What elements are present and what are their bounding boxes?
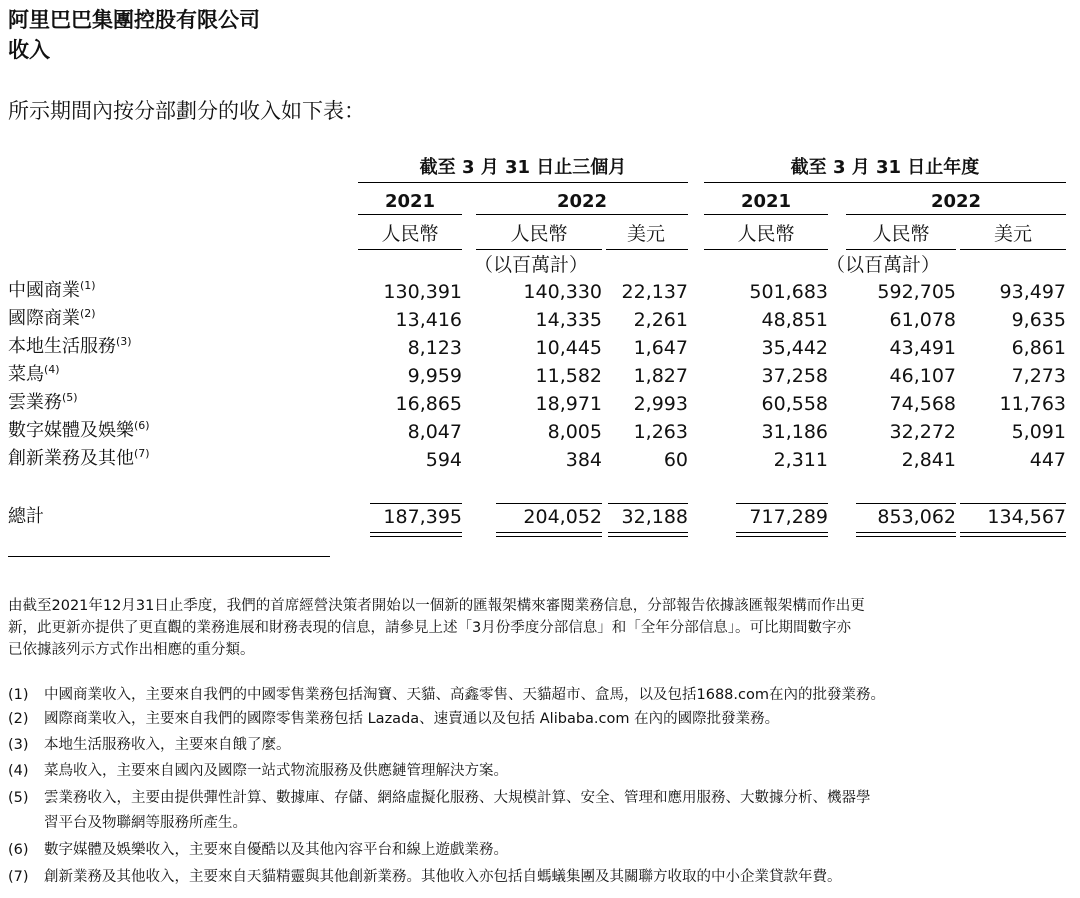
table-cell: 8,047 [407, 421, 462, 443]
row-label [8, 334, 132, 360]
table-cell: 2,993 [633, 393, 688, 415]
table-cell: 1,827 [633, 365, 688, 387]
table-cell: 32,272 [889, 421, 956, 443]
row-label-text: 菜鳥 [8, 364, 44, 385]
table-cell: 384 [565, 449, 602, 471]
table-cell: 60,558 [761, 393, 828, 415]
row-label [8, 306, 96, 332]
footnote-marker: (5) [62, 391, 78, 404]
currency-header: 人民幣 [510, 223, 568, 245]
section-title: 收入 [8, 38, 50, 62]
unit-label: （以百萬計） [826, 254, 941, 276]
table-cell: 14,335 [535, 309, 602, 331]
year-header: 2021 [384, 191, 436, 212]
intro-text: 所示期間內按分部劃分的收入如下表： [8, 99, 365, 123]
table-cell: 1,263 [633, 421, 688, 443]
footnote-number: (1) [8, 687, 29, 703]
company-name: 阿里巴巴集團控股有限公司 [8, 8, 260, 32]
table-cell: 447 [1029, 449, 1066, 471]
total-cell: 204,052 [523, 506, 602, 528]
divider [606, 249, 688, 250]
table-cell: 130,391 [383, 281, 462, 303]
table-cell: 37,258 [761, 365, 828, 387]
currency-header: 人民幣 [872, 223, 930, 245]
currency-header: 人民幣 [381, 223, 439, 245]
total-cell: 134,567 [987, 506, 1066, 528]
divider [608, 532, 688, 533]
divider [496, 532, 602, 533]
footnote-number: (4) [8, 763, 29, 779]
currency-header: 人民幣 [737, 223, 795, 245]
table-cell: 2,841 [901, 449, 956, 471]
table-cell: 140,330 [523, 281, 602, 303]
total-cell: 32,188 [621, 506, 688, 528]
table-cell: 43,491 [889, 337, 956, 359]
table-cell: 16,865 [395, 393, 462, 415]
footnote-number: (3) [8, 737, 29, 753]
divider [476, 249, 602, 250]
footnote-text: 雲業務收入，主要由提供彈性計算、數據庫、存儲、網絡虛擬化服務、大規模計算、安全、管理和應用服務、大數據分析、機器學 [44, 790, 871, 806]
footnote-number: (6) [8, 842, 29, 858]
footnote-text: 數字媒體及娛樂收入，主要來自優酷以及其他內容平台和線上遊戲業務。 [44, 842, 508, 858]
table-cell: 18,971 [535, 393, 602, 415]
divider [736, 532, 828, 533]
footnote-marker: (6) [134, 419, 150, 432]
table-cell: 31,186 [761, 421, 828, 443]
footnote-marker: (1) [80, 279, 96, 292]
divider [960, 536, 1066, 537]
divider [358, 182, 688, 183]
total-cell: 853,062 [877, 506, 956, 528]
row-label [8, 446, 150, 472]
divider [736, 536, 828, 537]
divider [846, 214, 1066, 215]
footnote-text: 國際商業收入，主要來自我們的國際零售業務包括 Lazada、速賣通以及包括 Alibaba.com 在內的國際批發業務。 [44, 711, 780, 727]
table-cell: 22,137 [621, 281, 688, 303]
divider [358, 214, 462, 215]
table-cell: 11,582 [535, 365, 602, 387]
table-cell: 11,763 [999, 393, 1066, 415]
table-cell: 60 [663, 449, 688, 471]
section-divider [8, 556, 330, 557]
row-label [8, 418, 150, 444]
table-cell: 46,107 [889, 365, 956, 387]
divider [704, 182, 1066, 183]
table-cell: 10,445 [535, 337, 602, 359]
table-cell: 8,123 [407, 337, 462, 359]
table-cell: 7,273 [1011, 365, 1066, 387]
divider [496, 536, 602, 537]
period-year-header: 截至 3 月 31 日止年度 [790, 157, 980, 178]
table-cell: 594 [425, 449, 462, 471]
year-header: 2022 [556, 191, 608, 212]
table-cell: 74,568 [889, 393, 956, 415]
table-cell: 592,705 [877, 281, 956, 303]
row-label [8, 278, 96, 304]
row-label-text: 本地生活服務 [8, 336, 116, 357]
footnote-number: (2) [8, 711, 29, 727]
table-cell: 2,261 [633, 309, 688, 331]
table-cell: 6,861 [1011, 337, 1066, 359]
footnote-text: 創新業務及其他收入，主要來自天貓精靈與其他創新業務。其他收入亦包括自螞蟻集團及其關聯方收取的中小企業貸款年費。 [44, 869, 842, 885]
row-label: 總計 [8, 506, 44, 527]
divider [370, 536, 462, 537]
divider [608, 536, 688, 537]
divider [856, 532, 956, 533]
table-cell: 1,647 [633, 337, 688, 359]
footnote-marker: (2) [80, 307, 96, 320]
row-label-text: 中國商業 [8, 280, 80, 301]
table-cell: 48,851 [761, 309, 828, 331]
table-cell: 501,683 [749, 281, 828, 303]
footnote-text: 菜鳥收入，主要來自國內及國際一站式物流服務及供應鏈管理解決方案。 [44, 763, 508, 779]
footnote-marker: (4) [44, 363, 60, 376]
year-header: 2022 [930, 191, 982, 212]
table-cell: 9,959 [407, 365, 462, 387]
footnote-text: 本地生活服務收入，主要來自餓了麼。 [44, 737, 291, 753]
period-quarter-header: 截至 3 月 31 日止三個月 [419, 157, 627, 178]
currency-header: 美元 [993, 223, 1032, 245]
note-line: 已依據該列示方式作出相應的重分類。 [8, 642, 255, 658]
table-cell: 9,635 [1011, 309, 1066, 331]
row-label-text: 雲業務 [8, 392, 62, 413]
divider [704, 249, 828, 250]
divider [960, 249, 1066, 250]
row-label-text: 國際商業 [8, 308, 80, 329]
row-label-text: 數字媒體及娛樂 [8, 420, 134, 441]
footnote-text: 中國商業收入，主要來自我們的中國零售業務包括淘寶、天貓、高鑫零售、天貓超市、盒馬，以及包括1688.com在內的批發業務。 [44, 687, 885, 703]
note-line: 由截至2021年12月31日止季度，我們的首席經營決策者開始以一個新的匯報架構來審閱業務信息，分部報告依據該匯報架構而作出更 [8, 598, 865, 614]
table-cell: 2,311 [773, 449, 828, 471]
footnote-number: (7) [8, 869, 29, 885]
divider [960, 532, 1066, 533]
footnote-number: (5) [8, 790, 29, 806]
footnote-marker: (7) [134, 447, 150, 460]
table-cell: 61,078 [889, 309, 956, 331]
table-cell: 93,497 [999, 281, 1066, 303]
divider [704, 214, 828, 215]
footnote-marker: (3) [116, 335, 132, 348]
footnote-text: 習平台及物聯網等服務所產生。 [44, 815, 247, 831]
row-label [8, 362, 60, 388]
divider [846, 249, 956, 250]
unit-label: （以百萬計） [474, 254, 589, 276]
table-cell: 13,416 [395, 309, 462, 331]
table-cell: 8,005 [547, 421, 602, 443]
row-label-text: 創新業務及其他 [8, 448, 134, 469]
table-cell: 5,091 [1011, 421, 1066, 443]
total-cell: 187,395 [383, 506, 462, 528]
divider [856, 536, 956, 537]
currency-header: 美元 [626, 223, 665, 245]
year-header: 2021 [740, 191, 792, 212]
divider [476, 214, 688, 215]
note-line: 新，此更新亦提供了更直觀的業務進展和財務表現的信息，請參見上述「3月份季度分部信息」和「全年分部信息」。可比期間數字亦 [8, 620, 851, 636]
divider [370, 532, 462, 533]
total-cell: 717,289 [749, 506, 828, 528]
row-label [8, 390, 78, 416]
divider [358, 249, 462, 250]
table-cell: 35,442 [761, 337, 828, 359]
